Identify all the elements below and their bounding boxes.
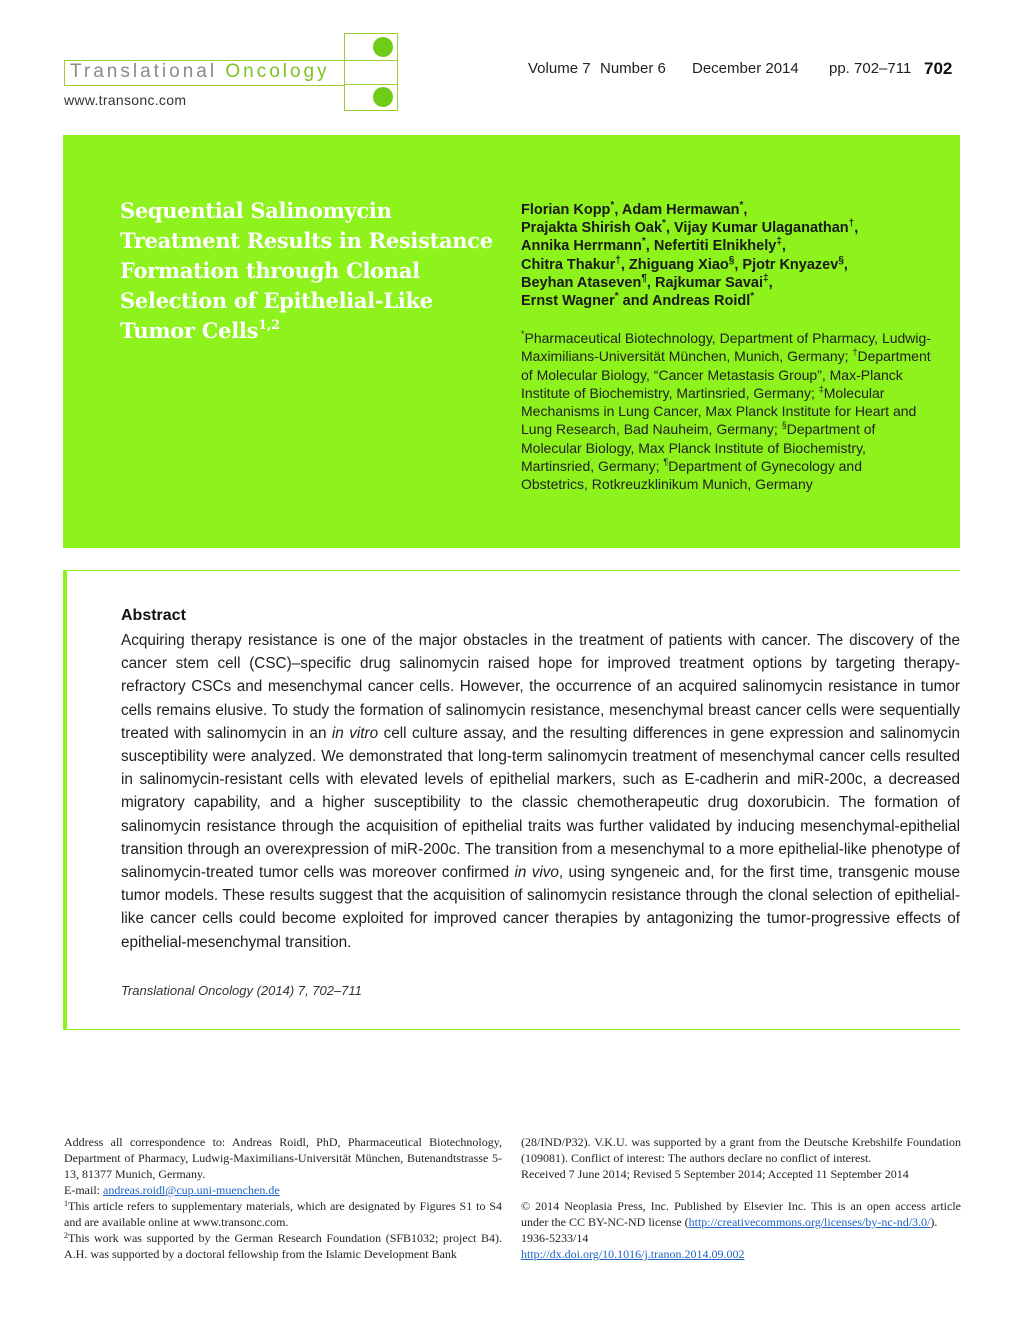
affiliation: *Pharmaceutical Biotechnology, Department of Pharmacy, Ludwig-Maximilians-Universität München, Munich, Germany;: [521, 329, 931, 365]
author: Vijay Kumar Ulaganathan†,: [674, 218, 859, 237]
affiliation: §Department of Molecular Biology, Max Planck Institute of Biochemistry, Martinsried, Germany;: [521, 420, 876, 475]
abstract-bottom-rule: [67, 1029, 960, 1030]
abstract-left-rule: [63, 570, 67, 1030]
journal-logo-mark: [344, 33, 398, 111]
abstract-heading: Abstract: [121, 607, 186, 624]
author: Annika Herrmann*,: [521, 236, 654, 255]
affiliation: ‡Molecular Mechanisms in Lung Cancer, Max Planck Institute for Heart and Lung Research, Bad Nauheim, Germany;: [521, 383, 917, 438]
journal-name-part1: Translational: [70, 61, 218, 82]
author: Rajkumar Savai‡,: [654, 272, 773, 291]
journal-url[interactable]: www.transonc.com: [64, 92, 187, 108]
author-list: [521, 201, 941, 310]
journal-name-part2: Oncology: [225, 61, 330, 82]
title-text: Sequential Salinomycin Treatment Results in Resistance Formation through Clonal Selection of Epithelial-Like Tumor Cells: [120, 198, 493, 343]
author: Chitra Thakur†,: [521, 254, 629, 273]
footnote-2: $^2$This work was supported by the German Research Foundation (SFB1032; project B4). A.H. was supported by a doctoral fellowship from the Islamic Development Bank: [64, 1231, 502, 1261]
affiliations: [521, 329, 931, 494]
author: Zhiguang Xiao§,: [628, 254, 743, 273]
received-dates: Received 7 June 2014; Revised 5 September 2014; Accepted 11 September 2014: [521, 1167, 909, 1181]
author: Andreas Roidl*: [651, 291, 755, 310]
author: Florian Kopp*,: [521, 200, 622, 218]
author: Beyhan Ataseven¶,: [521, 272, 655, 291]
license-link[interactable]: http://creativecommons.org/licenses/by-nc-nd/3.0/: [688, 1215, 931, 1229]
issue-date: December 2014: [692, 60, 799, 77]
author: Ernst Wagner* and: [521, 291, 652, 310]
journal-logo: [70, 60, 330, 84]
author: Nefertiti Elnikhely‡,: [653, 236, 786, 255]
page-range: pp. 702–711: [829, 60, 912, 77]
abstract-citation: Translational Oncology (2014) 7, 702–711: [121, 983, 362, 998]
doi-link[interactable]: http://dx.doi.org/10.1016/j.tranon.2014.09.002: [521, 1247, 745, 1261]
abstract-body: Acquiring therapy resistance is one of the major obstacles in the treatment of patients with cancer. The discovery of the cancer stem cell (CSC)–specific drug salinomycin raised hope for improved treatment options by targeting therapy-refractory CSCs and mesenchymal cancer cells. However, the occurrence of an acquired salinomycin resistance in tumor cells remains elusive. To study the formation of salinomycin resistance, mesenchymal breast cancer cells were sequentially treated with salinomycin in an in vitro cell culture assay, and the resulting differences in gene expression and salinomycin susceptibility were analyzed. We demonstrated that long-term salinomycin treatment of mesenchymal cancer cells resulted in salinomycin-resistant cells with elevated levels of epithelial markers, such as E-cadherin and miR-200c, a decreased migratory capability, and a higher susceptibility to the classic chemotherapeutic drug doxorubicin. The formation of salinomycin resistance through the acquisition of epithelial traits was further validated by inducing mesenchymal-epithelial transition through an overexpression of miR-200c. The transition from a mesenchymal to a more epithelial-like phenotype of salinomycin-treated tumor cells was moreover confirmed in vivo, using syngeneic and, for the first time, transgenic mouse tumor models. These results suggest that the acquisition of salinomycin resistance through the clonal selection of epithelial-like cancer cells could become exploited for improved cancer therapies by antagonizing the tumor-progressive effects of epithelial-mesenchymal transition.: [121, 632, 960, 951]
title-footnote-marks: 1,2: [258, 318, 280, 333]
issue-number: Number 6: [600, 60, 666, 77]
article-title: [120, 196, 505, 346]
correspondence-email: E-mail: andreas.roidl@cup.uni-muenchen.de: [64, 1183, 280, 1197]
abstract-top-rule: [67, 570, 960, 571]
author: Adam Hermawan*,: [621, 200, 748, 218]
correspondence-address: Address all correspondence to: Andreas Roidl, PhD, Pharmaceutical Biotechnology, Department of Pharmacy, Ludwig-Maximilians-Universität München, Butenandtstrasse 5-13, 81377 Munich, Germany.: [64, 1135, 502, 1181]
footnotes-left: [64, 1134, 502, 1262]
logo-dot-icon: [373, 37, 393, 57]
copyright: © 2014 Neoplasia Press, Inc. Published by Elsevier Inc. This is an open access article under the CC BY-NC-ND license (http://creativecommons.org/licenses/by-nc-nd/3.0/).: [521, 1199, 961, 1229]
footnotes-right: [521, 1134, 961, 1262]
footnote-1: $^1$This article refers to supplementary materials, which are designated by Figures S1 to S4 and are available online at www.transonc.com.: [64, 1199, 502, 1229]
author: Pjotr Knyazev§,: [742, 254, 848, 273]
affiliation: ¶Department of Gynecology and Obstetrics, Rotkreuzklinikum Munich, Germany: [521, 457, 862, 493]
page-number: 702: [924, 59, 953, 78]
footnote-2-continued: (28/IND/P32). V.K.U. was supported by a grant from the Deutsche Krebshilfe Foundation (109081). Conflict of interest: The authors declare no conflict of interest.: [521, 1135, 961, 1165]
issn: 1936-5233/14: [521, 1231, 589, 1245]
email-link[interactable]: andreas.roidl@cup.uni-muenchen.de: [103, 1183, 280, 1197]
volume: Volume 7: [528, 60, 591, 77]
logo-dot-icon: [373, 87, 393, 107]
author: Prajakta Shirish Oak*,: [521, 218, 675, 237]
affiliation: †Department of Molecular Biology, “Cancer Metastasis Group”, Max-Planck Institute of Biochemistry, Martinsried, Germany;: [521, 347, 931, 401]
